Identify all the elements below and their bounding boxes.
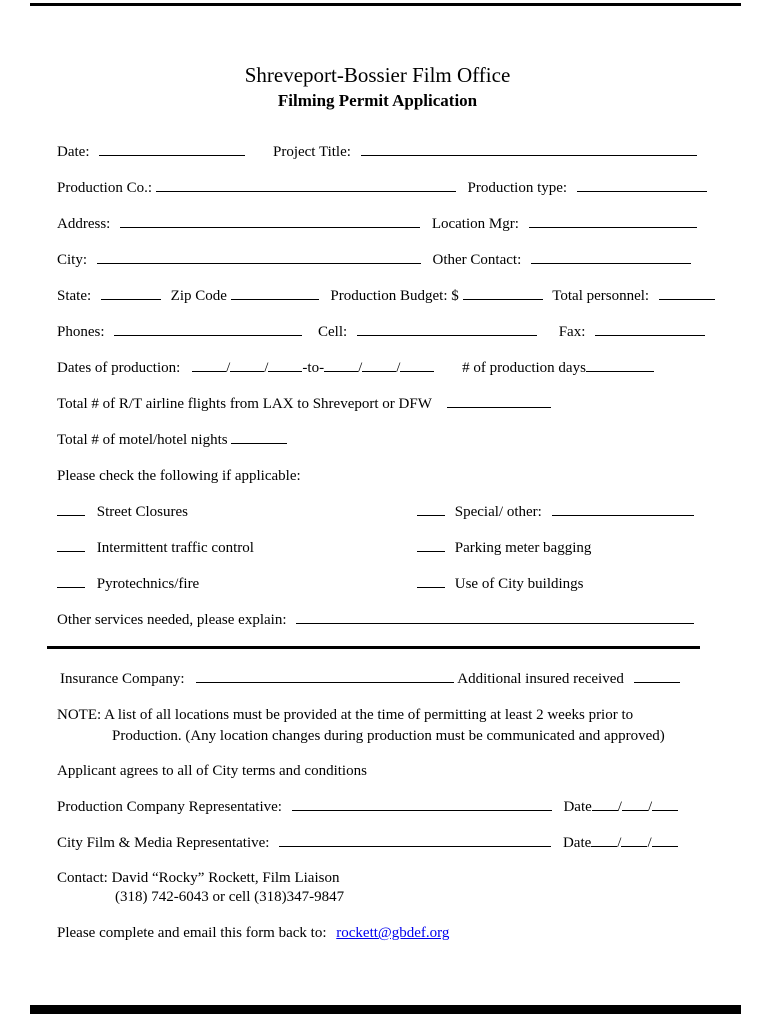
production-days-blank [586,358,654,372]
location-mgr-blank [529,214,697,228]
row-address [57,214,698,235]
personnel-blank [659,286,715,300]
street-closures-label: Street Closures [96,504,188,520]
end-year-blank [400,358,434,372]
contact-line-1: Contact: David “Rocky” Rockett, Film Liaison [57,870,340,886]
special-other-checkbox-blank [417,502,445,516]
agreement-statement: Applicant agrees to all of City terms and conditions [57,763,367,779]
production-co-label: Production Co.: [57,180,153,196]
check-row-1 [57,502,698,523]
traffic-control-label: Intermittent traffic control [96,540,254,556]
prod-rep-signature-blank [292,797,552,811]
prod-rep-date-label: Date [563,799,592,815]
project-title-label: Project Title: [272,144,351,160]
state-blank [101,286,161,300]
state-label: State: [57,288,92,304]
city-rep-date-label: Date [562,835,592,851]
hotel-nights-blank [231,430,287,444]
note-line-2: Production. (Any location changes during production must be communicated and approved) [112,728,665,744]
city-rep-label: City Film & Media Representative: [57,835,270,851]
email-prompt-label: Please complete and email this form back to: [57,925,327,941]
city-buildings-label: Use of City buildings [454,576,584,592]
row-date-project [57,142,698,163]
other-services-blank [296,610,694,624]
zip-code-blank [231,286,319,300]
production-dates-label: Dates of production: [57,360,181,376]
budget-blank [463,286,543,300]
row-hotel-nights [57,430,698,451]
contact-line-2: (318) 742-6043 or cell (318)347-9847 [115,889,345,905]
insurance-company-label: Insurance Company: [60,671,185,687]
document-title: Shreveport-Bossier Film Office [244,63,511,87]
production-type-label: Production type: [467,180,568,196]
row-insurance [57,669,698,690]
production-days-label: # of production days [462,360,586,376]
city-buildings-checkbox-blank [417,574,445,588]
note-block [57,705,698,747]
phones-label: Phones: [57,324,105,340]
flights-label: Total # of R/T airline flights from LAX to Shreveport or DFW [57,396,432,412]
personnel-label: Total personnel: [552,288,650,304]
check-row-3 [57,574,698,595]
city-rep-date-year-blank [652,833,678,847]
row-phones [57,322,698,343]
page-border-top [30,3,741,6]
additional-insured-label: Additional insured received [457,671,624,687]
special-other-blank [552,502,694,516]
section-divider [47,646,700,649]
end-day-blank [362,358,396,372]
insurance-company-blank [196,669,454,683]
check-row-2 [57,538,698,559]
city-rep-date-month-blank [591,833,617,847]
cell-blank [357,322,537,336]
flights-blank [447,394,551,408]
cell-label: Cell: [318,324,348,340]
phones-blank [114,322,302,336]
row-flights [57,394,698,415]
pyrotechnics-label: Pyrotechnics/fire [96,576,200,592]
slash-separator: / [647,799,653,815]
slash-separator: / [226,360,231,376]
city-rep-date-day-blank [621,833,647,847]
city-label: City: [57,252,88,268]
slash-separator: / [617,799,622,815]
traffic-control-checkbox-blank [57,538,85,552]
row-production-co [57,178,698,199]
address-blank [120,214,420,228]
date-label: Date: [57,144,90,160]
production-type-blank [577,178,707,192]
slash-separator: / [647,835,652,851]
end-month-blank [324,358,358,372]
start-year-blank [268,358,302,372]
start-day-blank [230,358,264,372]
row-city [57,250,698,271]
other-contact-label: Other Contact: [432,252,522,268]
row-other-services [57,610,698,631]
note-line-1: NOTE: A list of all locations must be provided at the time of permitting at least 2 weeks prior to [57,707,634,723]
address-label: Address: [57,216,111,232]
prod-rep-date-year-blank [652,797,678,811]
document-subtitle: Filming Permit Application [277,91,478,110]
project-title-blank [361,142,697,156]
additional-insured-blank [634,669,680,683]
city-blank [97,250,421,264]
contact-block [57,869,698,907]
pyrotechnics-checkbox-blank [57,574,85,588]
date-blank [99,142,245,156]
hotel-nights-label: Total # of motel/hotel nights [57,432,228,448]
row-city-rep [57,833,698,854]
prod-rep-date-day-blank [622,797,648,811]
other-contact-blank [531,250,691,264]
row-email-prompt [57,923,698,944]
location-mgr-label: Location Mgr: [431,216,519,232]
start-month-blank [192,358,226,372]
zip-code-label: Zip Code [170,288,227,304]
row-state-zip [57,286,698,307]
row-prod-rep [57,797,698,818]
dates-to-separator: -to- [302,360,325,376]
budget-label: Production Budget: $ [330,288,459,304]
checklist-intro [57,466,698,487]
prod-rep-date-month-blank [592,797,618,811]
page-border-bottom [30,1005,741,1014]
production-co-blank [156,178,456,192]
row-production-dates [57,358,698,379]
parking-meter-label: Parking meter bagging [454,540,592,556]
parking-meter-checkbox-blank [417,538,445,552]
other-services-label: Other services needed, please explain: [57,612,287,628]
checklist-intro-label: Please check the following if applicable: [57,468,301,484]
city-rep-signature-blank [279,833,551,847]
fax-blank [595,322,705,336]
prod-rep-label: Production Company Representative: [57,799,282,815]
slash-separator: / [617,835,622,851]
email-link[interactable]: rockett@gbdef.org [336,925,450,941]
special-other-label: Special/ other: [454,504,542,520]
slash-separator: / [358,360,363,376]
slash-separator: / [396,360,401,376]
fax-label: Fax: [558,324,586,340]
slash-separator: / [264,360,269,376]
street-closures-checkbox-blank [57,502,85,516]
